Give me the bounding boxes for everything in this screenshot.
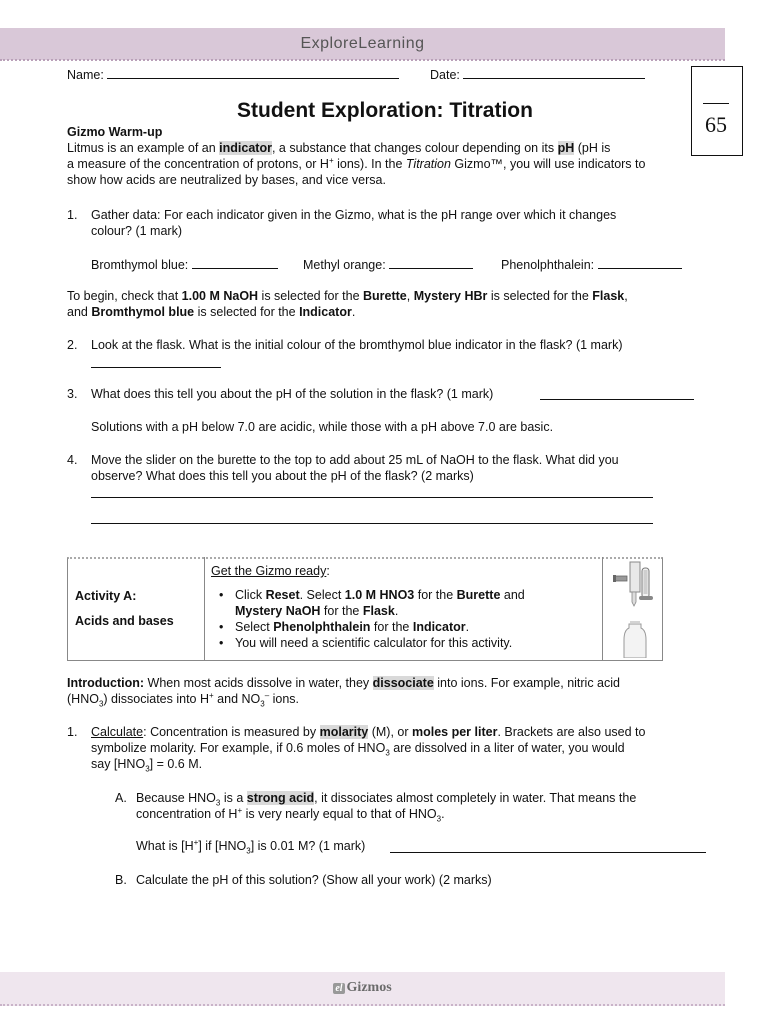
explorelearning-logo: ExploreLearning <box>300 35 425 52</box>
phenolphthalein-field[interactable] <box>501 256 682 273</box>
name-label: Name: <box>67 68 104 82</box>
ready-item-3: • You will need a scientific calculator for this activity. <box>211 635 601 651</box>
ready-item-2: • Select Phenolphthalein for the Indicator. <box>211 619 601 635</box>
name-line[interactable] <box>107 66 399 79</box>
part-a-question: What is [H+] if $[HNO_3]$ is 0.01 M? (1 mark) <box>136 837 366 856</box>
name-field[interactable] <box>67 66 399 83</box>
methyl-orange-line[interactable] <box>389 256 473 269</box>
score-total: 65 <box>705 112 727 137</box>
activity-label: Activity A: <box>75 589 137 603</box>
q4-answer-line-1[interactable] <box>91 497 653 498</box>
q4-number: 4. <box>67 453 78 467</box>
bromthymol-field[interactable] <box>91 256 278 273</box>
part-a-text: Because $HNO_3$ is a strong acid, it dissociates almost completely in water. That means the concentration of H+ is very nearly equal to that of $HNO_3$. <box>136 791 637 824</box>
phenolphthalein-label: Phenolphthalein: <box>501 258 595 272</box>
activity-table-divider-1 <box>204 557 205 660</box>
methyl-orange-field[interactable] <box>303 256 473 273</box>
calc-number: 1. <box>67 725 78 739</box>
part-a-letter: A. <box>115 791 127 805</box>
date-line[interactable] <box>463 66 645 79</box>
q1-text: Gather data: For each indicator given in the Gizmo, what is the pH range over which it changes colour? (1 mark) <box>91 208 617 238</box>
q3-text: What does this tell you about the pH of the solution in the flask? (1 mark) <box>91 387 494 401</box>
gizmo-ready-heading: Get the Gizmo ready: <box>211 564 330 578</box>
q3-note: Solutions with a pH below 7.0 are acidic, while those with a pH above 7.0 are basic. <box>91 420 554 434</box>
q1-number: 1. <box>67 208 78 222</box>
date-label: Date: <box>430 68 460 82</box>
ready-item-1: • Click Reset. Select 1.0 M HNO3 for the Burette and Mystery NaOH for the Flask. <box>211 587 601 619</box>
bromthymol-line[interactable] <box>192 256 278 269</box>
begin-instructions: To begin, check that 1.00 M NaOH is selected for the Burette, Mystery HBr is selected for the Flask, and Bromthymol blue is selected for the Indicator. <box>67 289 628 319</box>
warmup-line-2: a measure of the concentration of protons, or H+ ions). In the Titration Gizmo™, you will use indicators to <box>67 155 646 171</box>
page-title: Student Exploration: Titration <box>237 99 533 122</box>
header-divider <box>0 59 725 61</box>
part-b-text: Calculate the pH of this solution? (Show all your work) (2 marks) <box>136 873 492 887</box>
part-a-answer-line[interactable] <box>390 852 706 853</box>
introduction: Introduction: When most acids dissolve in water, they dissociate into ions. For example, nitric acid $(HNO_3)$ dissociates into H+ and $NO_3^-$ ions. <box>67 676 620 709</box>
warmup-line-3: show how acids are neutralized by bases, and vice versa. <box>67 173 386 187</box>
activity-table-divider-2 <box>602 557 603 660</box>
q4-text: Move the slider on the burette to the top to add about 25 mL of NaOH to the flask. What did you observe? What does this tell you about the pH of the flask? (2 marks) <box>91 453 619 483</box>
q4-answer-line-2[interactable] <box>91 523 653 524</box>
activity-name: Acids and bases <box>75 614 174 628</box>
burette-flask-illustration <box>606 560 659 658</box>
part-b-letter: B. <box>115 873 127 887</box>
q2-number: 2. <box>67 338 78 352</box>
methyl-orange-label: Methyl orange: <box>303 258 386 272</box>
warmup-line-1: Litmus is an example of an indicator, a substance that changes colour depending on its pH (pH is <box>67 141 611 155</box>
gizmos-logo: el Gizmos <box>335 980 392 995</box>
footer-divider <box>0 1004 725 1006</box>
q3-number: 3. <box>67 387 78 401</box>
warmup-heading: Gizmo Warm-up <box>67 125 163 139</box>
q2-answer-line[interactable] <box>91 367 221 368</box>
warmup-section <box>67 124 697 188</box>
date-field[interactable] <box>430 66 645 83</box>
gizmo-ready-list <box>211 587 601 651</box>
el-mark-icon: el <box>335 983 343 994</box>
q3-answer-line[interactable] <box>540 399 694 400</box>
calc-text: Calculate: Concentration is measured by molarity (M), or moles per liter. Brackets are also used to symbolize molarity. For example, if 0.6 moles of $HNO_3$ are dissolved in a liter of water, you would say $[HNO_3] = 0.6$ M. <box>91 725 646 774</box>
bromthymol-label: Bromthymol blue: <box>91 258 189 272</box>
phenolphthalein-line[interactable] <box>598 256 682 269</box>
q2-text: Look at the flask. What is the initial colour of the bromthymol blue indicator in the flask? (1 mark) <box>91 338 623 352</box>
